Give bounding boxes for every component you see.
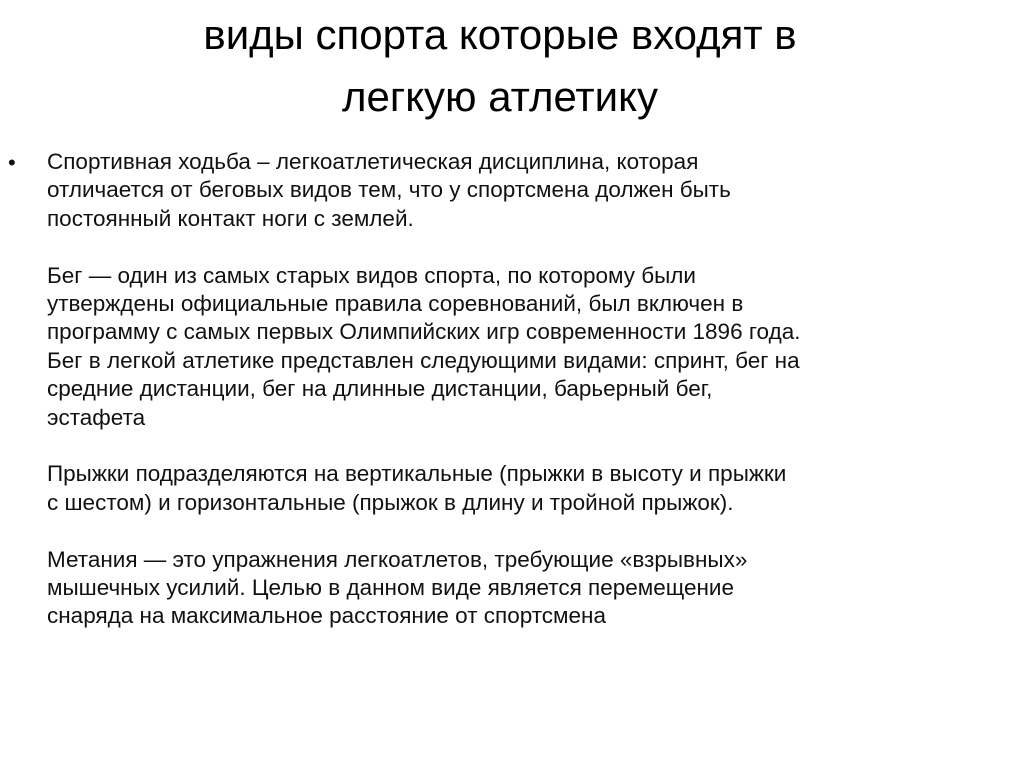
text-line: постоянный контакт ноги с землей. bbox=[47, 205, 414, 231]
title-line-2: легкую атлетику bbox=[342, 73, 658, 120]
text-line: снаряда на максимальное расстояние от спортсмена bbox=[47, 603, 606, 629]
bullet-icon: • bbox=[8, 150, 16, 175]
text-line: эстафета bbox=[47, 404, 146, 430]
title-line-1: виды спорта которые входят в bbox=[203, 11, 797, 58]
text-line: отличается от беговых видов тем, что у спортсмена должен быть bbox=[47, 177, 731, 203]
paragraph-race-walking bbox=[47, 148, 1017, 233]
paragraph-throwing bbox=[47, 546, 1017, 631]
text-line: программу с самых первых Олимпийских игр современности 1896 года. bbox=[47, 319, 801, 345]
text-line: мышечных усилий. Целью в данном виде является перемещение bbox=[47, 575, 735, 601]
text-line: Прыжки подразделяются на вертикальные (прыжки в высоту и прыжки bbox=[47, 461, 787, 487]
paragraph-running bbox=[47, 262, 1017, 432]
text-line: утверждены официальные правила соревнований, был включен в bbox=[47, 291, 744, 317]
text-line: Спортивная ходьба – легкоатлетическая дисциплина, которая bbox=[47, 149, 699, 174]
text-line: Бег — один из самых старых видов спорта, по которому были bbox=[47, 262, 696, 288]
paragraph-jumps bbox=[47, 460, 1017, 517]
text-line: средние дистанции, бег на длинные дистанции, барьерный бег, bbox=[47, 376, 713, 402]
bullet-body bbox=[47, 148, 1017, 631]
slide-title bbox=[60, 4, 940, 128]
text-line: Бег в легкой атлетике представлен следующими видами: спринт, бег на bbox=[47, 347, 800, 373]
text-line: Метания — это упражнения легкоатлетов, требующие «взрывных» bbox=[47, 546, 748, 572]
text-line: с шестом) и горизонтальные (прыжок в длину и тройной прыжок). bbox=[47, 489, 734, 515]
